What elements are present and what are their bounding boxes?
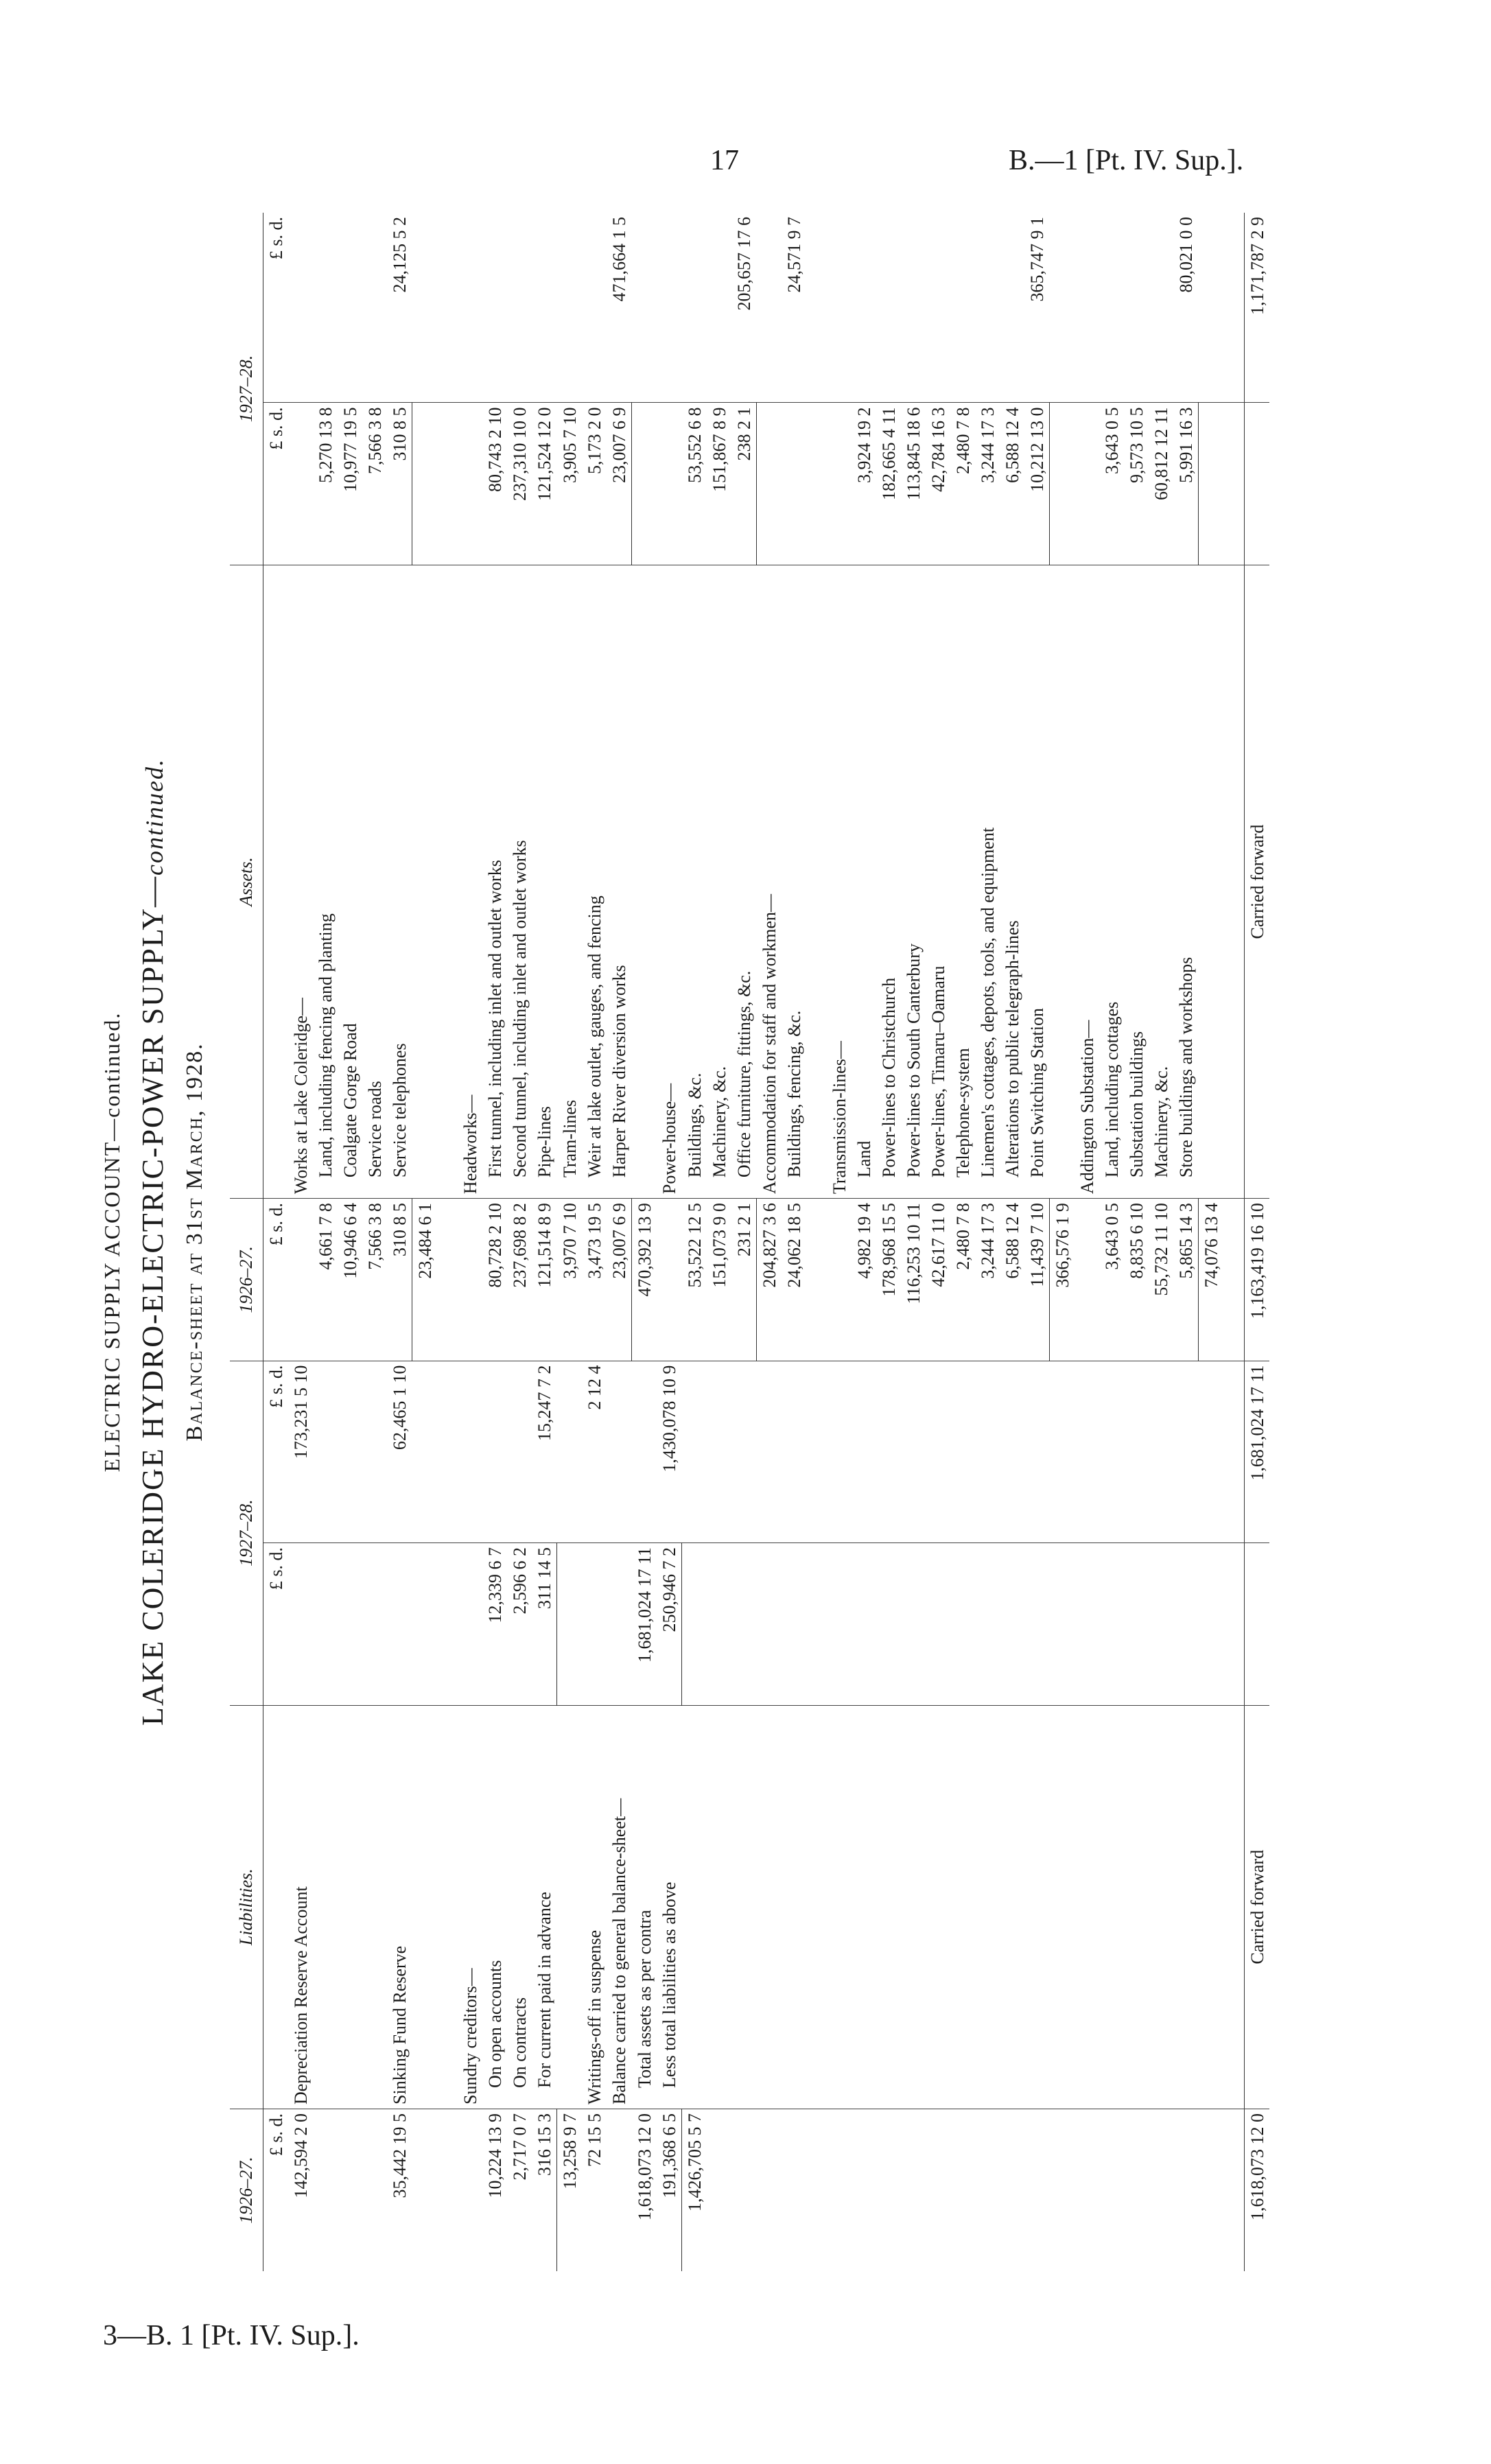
amount: 60,812 12 11 bbox=[1149, 403, 1173, 565]
table-row bbox=[1149, 213, 1173, 2271]
amount: 24,125 5 2 bbox=[387, 213, 412, 403]
liabilities-header: Liabilities. bbox=[230, 1705, 263, 2109]
amount: 178,968 15 5 bbox=[876, 1199, 901, 1361]
amount: 151,867 8 9 bbox=[707, 403, 731, 565]
lsd-label: £ s. d. bbox=[263, 1199, 289, 1361]
amount: 310 8 5 bbox=[387, 403, 412, 565]
amount: 15,247 7 2 bbox=[532, 1361, 557, 1542]
table-row bbox=[387, 213, 412, 2271]
liability-label: Sinking Fund Reserve bbox=[387, 1705, 412, 2109]
asset-item-label: Office furniture, fittings, &c. bbox=[734, 970, 754, 1178]
asset-item-label: Coalgate Gorge Road bbox=[340, 1023, 360, 1178]
asset-group-label: Addington Substation— bbox=[1075, 565, 1099, 1199]
amount: 3,643 0 5 bbox=[1099, 1199, 1124, 1361]
asset-item-label: Telephone-system bbox=[953, 1048, 973, 1178]
asset-item-label: Power-lines to South Canterbury bbox=[904, 943, 924, 1178]
liab-prev-header: 1926–27. bbox=[230, 2109, 263, 2271]
amount: 3,473 19 5 bbox=[582, 1199, 607, 1361]
amount: 121,514 8 9 bbox=[532, 1199, 557, 1361]
header-row bbox=[230, 213, 263, 2271]
amount: 3,905 7 10 bbox=[557, 403, 583, 565]
table-row bbox=[1173, 213, 1199, 2271]
amount: 7,566 3 8 bbox=[362, 1199, 387, 1361]
table-row bbox=[950, 213, 975, 2271]
amount: 113,845 18 6 bbox=[901, 403, 926, 565]
amount: 471,664 1 5 bbox=[607, 213, 632, 403]
lsd-row bbox=[263, 213, 289, 2271]
amount: 1,618,073 12 0 bbox=[1244, 2109, 1269, 2271]
amount: 1,618,073 12 0 bbox=[634, 2113, 655, 2220]
amount: 238 2 1 bbox=[731, 403, 757, 565]
asset-group-label: Power-house— bbox=[657, 565, 682, 1199]
amount: 470,392 13 9 bbox=[632, 1199, 657, 1361]
table-row bbox=[975, 213, 1000, 2271]
page-reference: B.—1 [Pt. IV. Sup.]. bbox=[1009, 145, 1244, 176]
table-row bbox=[782, 213, 806, 2271]
asset-group-label: Transmission-lines— bbox=[827, 565, 852, 1199]
asset-item-label: First tunnel, including inlet and outlet works bbox=[485, 860, 505, 1178]
table-row bbox=[657, 213, 682, 2271]
liability-label: Sundry creditors— bbox=[458, 1705, 482, 2109]
amount: 142,594 2 0 bbox=[291, 2113, 311, 2198]
amount: 4,661 7 8 bbox=[313, 1199, 338, 1361]
liability-label: Depreciation Reserve Account bbox=[288, 1705, 313, 2109]
asset-group-label: Works at Lake Coleridge— bbox=[288, 565, 313, 1199]
amount: 2,596 6 2 bbox=[507, 1542, 532, 1705]
amount: 6,588 12 4 bbox=[1000, 403, 1024, 565]
amount: 151,073 9 0 bbox=[707, 1199, 731, 1361]
amount: 62,465 1 10 bbox=[387, 1361, 412, 1542]
lsd-label: £ s. d. bbox=[263, 1361, 289, 1542]
asset-item-label: Harper River diversion works bbox=[609, 965, 629, 1178]
table-row bbox=[827, 213, 852, 2271]
amount: 173,231 5 10 bbox=[288, 1361, 313, 1542]
asset-item-label: Land, including fencing and planting bbox=[316, 913, 336, 1178]
amount: 12,339 6 7 bbox=[482, 1542, 507, 1705]
amount: 10,224 13 9 bbox=[485, 2113, 505, 2198]
amount: 5,865 14 3 bbox=[1173, 1199, 1199, 1361]
table-row bbox=[707, 213, 731, 2271]
table-row bbox=[1050, 213, 1075, 2271]
amount: 11,439 7 10 bbox=[1024, 1199, 1050, 1361]
amount: 2,480 7 8 bbox=[950, 1199, 975, 1361]
liability-item-label: Less total liabilities as above bbox=[659, 1881, 679, 2088]
asset-cur-header: 1927–28. bbox=[230, 213, 263, 565]
table-row bbox=[731, 213, 757, 2271]
amount: 2,717 0 7 bbox=[510, 2113, 530, 2181]
carried-forward-row bbox=[1244, 213, 1269, 2271]
amount: 5,991 16 3 bbox=[1173, 403, 1199, 565]
asset-item-label: Buildings, &c. bbox=[684, 1072, 705, 1178]
table-row bbox=[482, 213, 507, 2271]
running-title: ELECTRIC SUPPLY ACCOUNT—continued. bbox=[99, 1011, 124, 1472]
table-row bbox=[757, 213, 782, 2271]
amount: 74,076 13 4 bbox=[1199, 1199, 1224, 1361]
asset-group-label: Accommodation for staff and workmen— bbox=[757, 565, 782, 1199]
asset-item-label: Alterations to public telegraph-lines bbox=[1002, 920, 1022, 1178]
asset-item-label: Service roads bbox=[365, 1081, 385, 1178]
amount: 231 2 1 bbox=[731, 1199, 757, 1361]
main-title-suffix: continued. bbox=[141, 758, 168, 876]
table-row bbox=[362, 213, 387, 2271]
main-title-text: LAKE COLERIDGE HYDRO-ELECTRIC-POWER SUPPLY— bbox=[136, 875, 169, 1726]
amount: 42,784 16 3 bbox=[926, 403, 950, 565]
asset-label: Carried forward bbox=[1244, 565, 1269, 1199]
table-row bbox=[901, 213, 926, 2271]
amount: 310 8 5 bbox=[387, 1199, 412, 1361]
amount: 53,522 12 5 bbox=[682, 1199, 707, 1361]
lsd-label: £ s. d. bbox=[266, 2113, 286, 2157]
table-row bbox=[582, 213, 607, 2271]
amount: 8,835 6 10 bbox=[1124, 1199, 1149, 1361]
amount: 80,743 2 10 bbox=[482, 403, 507, 565]
asset-item-label: Store buildings and workshops bbox=[1176, 957, 1196, 1178]
amount: 2,480 7 8 bbox=[950, 403, 975, 565]
subtitle: Balance-sheet at 31st March, 1928. bbox=[182, 1042, 207, 1442]
amount: 204,827 3 6 bbox=[757, 1199, 782, 1361]
amount: 55,732 11 10 bbox=[1149, 1199, 1173, 1361]
table-row bbox=[458, 213, 482, 2271]
table-row bbox=[532, 213, 557, 2271]
amount: 2 12 4 bbox=[582, 1361, 607, 1542]
asset-item-label: Pipe-lines bbox=[535, 1106, 554, 1178]
asset-item-label: Second tunnel, including inlet and outlet works bbox=[510, 840, 530, 1178]
liability-label: Writings-off in suspense bbox=[582, 1705, 607, 2109]
amount: 3,924 19 2 bbox=[852, 403, 876, 565]
table-row bbox=[557, 213, 583, 2271]
asset-group-label: Headworks— bbox=[458, 565, 482, 1199]
amount: 3,970 7 10 bbox=[557, 1199, 583, 1361]
table-row bbox=[507, 213, 532, 2271]
asset-item-label: Machinery, &c. bbox=[1151, 1066, 1171, 1178]
asset-item-label: Land bbox=[854, 1140, 874, 1178]
liability-label: Carried forward bbox=[1244, 1705, 1269, 2109]
amount: 1,681,024 17 11 bbox=[632, 1542, 657, 1705]
amount: 121,524 12 0 bbox=[532, 403, 557, 565]
amount: 1,163,419 16 10 bbox=[1244, 1199, 1269, 1361]
amount: 1,681,024 17 11 bbox=[1244, 1361, 1269, 1542]
balance-sheet-table bbox=[230, 213, 1269, 2271]
page-footer: 3—B. 1 [Pt. IV. Sup.]. bbox=[103, 2320, 360, 2351]
amount: 42,617 11 0 bbox=[926, 1199, 950, 1361]
amount: 4,982 19 4 bbox=[852, 1199, 876, 1361]
lsd-label: £ s. d. bbox=[263, 403, 289, 565]
amount: 3,244 17 3 bbox=[975, 1199, 1000, 1361]
liability-item-label: On open accounts bbox=[485, 1960, 505, 2088]
table-row bbox=[1099, 213, 1124, 2271]
asset-item-label: Linemen's cottages, depots, tools, and equipment bbox=[978, 827, 998, 1178]
amount: 365,747 9 1 bbox=[1024, 213, 1050, 403]
asset-item-label: Weir at lake outlet, gauges, and fencing bbox=[585, 895, 604, 1178]
amount: 23,007 6 9 bbox=[607, 403, 632, 565]
amount: 10,212 13 0 bbox=[1024, 403, 1050, 565]
asset-item-label: Machinery, &c. bbox=[709, 1066, 729, 1178]
table-row bbox=[1024, 213, 1050, 2271]
amount: 316 15 3 bbox=[532, 2109, 557, 2271]
lsd-label: £ s. d. bbox=[263, 1542, 289, 1705]
amount: 1,426,705 5 7 bbox=[685, 2113, 705, 2211]
amount: 13,258 9 7 bbox=[560, 2113, 580, 2190]
table-row bbox=[338, 213, 362, 2271]
table-row bbox=[313, 213, 338, 2271]
amount: 1,171,787 2 9 bbox=[1244, 213, 1269, 403]
amount: 237,698 8 2 bbox=[507, 1199, 532, 1361]
table-row bbox=[1124, 213, 1149, 2271]
amount: 9,573 10 5 bbox=[1124, 403, 1149, 565]
amount: 7,566 3 8 bbox=[362, 403, 387, 565]
amount: 23,484 6 1 bbox=[412, 1199, 438, 1361]
amount: 205,657 17 6 bbox=[731, 213, 757, 403]
asset-item-label: Tram-lines bbox=[559, 1099, 580, 1178]
liab-cur-header: 1927–28. bbox=[230, 1361, 263, 1705]
table-row bbox=[852, 213, 876, 2271]
amount: 250,946 7 2 bbox=[657, 1542, 682, 1705]
table-row bbox=[926, 213, 950, 2271]
amount: 3,643 0 5 bbox=[1099, 403, 1124, 565]
amount: 80,728 2 10 bbox=[482, 1199, 507, 1361]
amount: 6,588 12 4 bbox=[1000, 1199, 1024, 1361]
amount: 366,576 1 9 bbox=[1050, 1199, 1075, 1361]
table-row bbox=[632, 213, 657, 2271]
amount: 24,062 18 5 bbox=[782, 1199, 806, 1361]
amount: 24,571 9 7 bbox=[782, 213, 806, 403]
table-row bbox=[876, 213, 901, 2271]
amount: 80,021 0 0 bbox=[1173, 213, 1199, 403]
rotated-balance-sheet bbox=[99, 213, 1389, 2271]
liability-item-label: For current paid in advance bbox=[535, 1892, 554, 2088]
amount: 72 15 5 bbox=[585, 2113, 604, 2167]
liability-item-label: On contracts bbox=[510, 1997, 530, 2088]
liability-item-label: Total assets as per contra bbox=[634, 1910, 655, 2088]
amount: 182,665 4 11 bbox=[876, 403, 901, 565]
asset-item-label: Power-lines, Timaru–Oamaru bbox=[928, 965, 948, 1178]
asset-item-label: Service telephones bbox=[390, 1043, 410, 1178]
amount: 191,368 6 5 bbox=[657, 2109, 682, 2271]
table-row bbox=[607, 213, 632, 2271]
asset-prev-header: 1926–27. bbox=[230, 1199, 263, 1361]
amount: 237,310 10 0 bbox=[507, 403, 532, 565]
amount: 311 14 5 bbox=[532, 1542, 557, 1705]
page-number: 17 bbox=[710, 145, 739, 176]
table-row bbox=[288, 213, 313, 2271]
asset-item-label: Buildings, fencing, &c. bbox=[784, 1010, 804, 1178]
amount: 5,173 2 0 bbox=[582, 403, 607, 565]
amount: 10,946 6 4 bbox=[338, 1199, 362, 1361]
assets-header: Assets. bbox=[230, 565, 263, 1199]
amount: 5,270 13 8 bbox=[313, 403, 338, 565]
asset-item-label: Power-lines to Christchurch bbox=[879, 977, 899, 1178]
amount: 35,442 19 5 bbox=[390, 2113, 410, 2198]
asset-item-label: Substation buildings bbox=[1127, 1031, 1147, 1178]
table-row bbox=[1000, 213, 1024, 2271]
amount: 53,552 6 8 bbox=[682, 403, 707, 565]
asset-item-label: Point Switching Station bbox=[1027, 1008, 1047, 1178]
table-row bbox=[1199, 213, 1224, 2271]
table-row bbox=[1075, 213, 1099, 2271]
amount: 1,430,078 10 9 bbox=[657, 1361, 682, 1542]
amount: 3,244 17 3 bbox=[975, 403, 1000, 565]
amount: 116,253 10 11 bbox=[901, 1199, 926, 1361]
asset-item-label: Land, including cottages bbox=[1102, 1001, 1122, 1178]
amount: 23,007 6 9 bbox=[607, 1199, 632, 1361]
liability-label: Balance carried to general balance-sheet— bbox=[607, 1705, 632, 2109]
table-row bbox=[682, 213, 707, 2271]
main-title bbox=[135, 213, 170, 2271]
amount: 10,977 19 5 bbox=[338, 403, 362, 565]
table-row bbox=[412, 213, 438, 2271]
lsd-label: £ s. d. bbox=[263, 213, 289, 403]
